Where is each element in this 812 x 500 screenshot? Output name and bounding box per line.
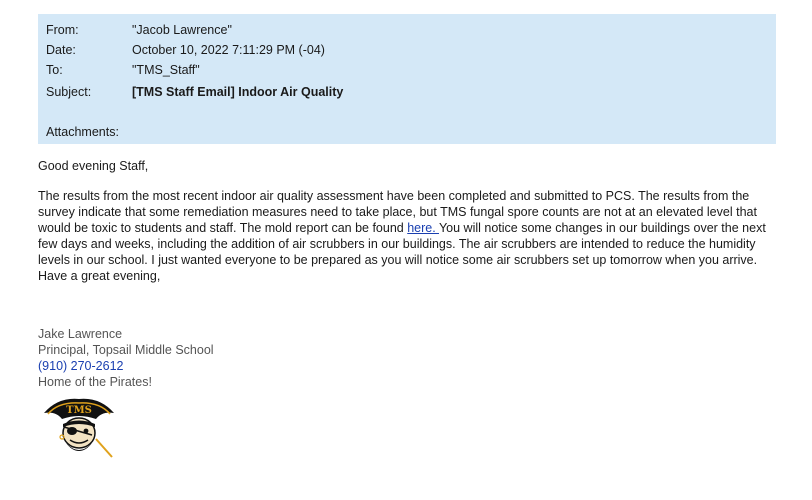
paragraph-text-start: The results from the most recent indoor air quality assessment have been completed and submitted to PCS. The results from the survey indicate that some remediation measures need to take place, but TMS fungal spore counts are not at an elevated level that would be toxic to students and staff. The mold report can be found [38,189,757,235]
paragraph-text-end: You will notice some changes in our buildings over the next few days and weeks, including the addition of air scrubbers in our buildings. The air scrubbers are intended to reduce the humidity levels in our school. I just wanted everyone to be prepared as you will notice some air scrubbers set up tomorrow when you arrive. [38,221,766,267]
closing: Have a great evening, [38,269,161,283]
email-header [38,14,776,144]
to-value: "TMS_Staff" [132,63,200,77]
sword-shape [96,439,112,457]
eye-patch-shape [67,427,77,435]
email-body [38,158,788,284]
from-value: "Jacob Lawrence" [132,23,232,37]
eye-shape [84,429,89,434]
signature-title: Principal, Topsail Middle School [38,343,214,357]
signature-phone[interactable]: (910) 270-2612 [38,359,124,373]
from-label: From: [46,23,79,37]
pirate-mascot-logo [40,393,118,463]
body-paragraph [38,188,788,268]
signature-name: Jake Lawrence [38,327,123,341]
to-label: To: [46,63,63,77]
greeting: Good evening Staff, [38,159,149,173]
subject-label: Subject: [46,85,92,99]
date-label: Date: [46,43,76,57]
signature [38,326,214,390]
subject-value: [TMS Staff Email] Indoor Air Quality [132,85,344,99]
logo-lettering: TMS [66,405,92,416]
mold-report-link[interactable]: here. [407,221,439,235]
earring-shape [60,435,64,439]
date-value: October 10, 2022 7:11:29 PM (-04) [132,43,325,57]
attachments-label: Attachments: [46,125,119,139]
signature-tagline: Home of the Pirates! [38,375,152,389]
